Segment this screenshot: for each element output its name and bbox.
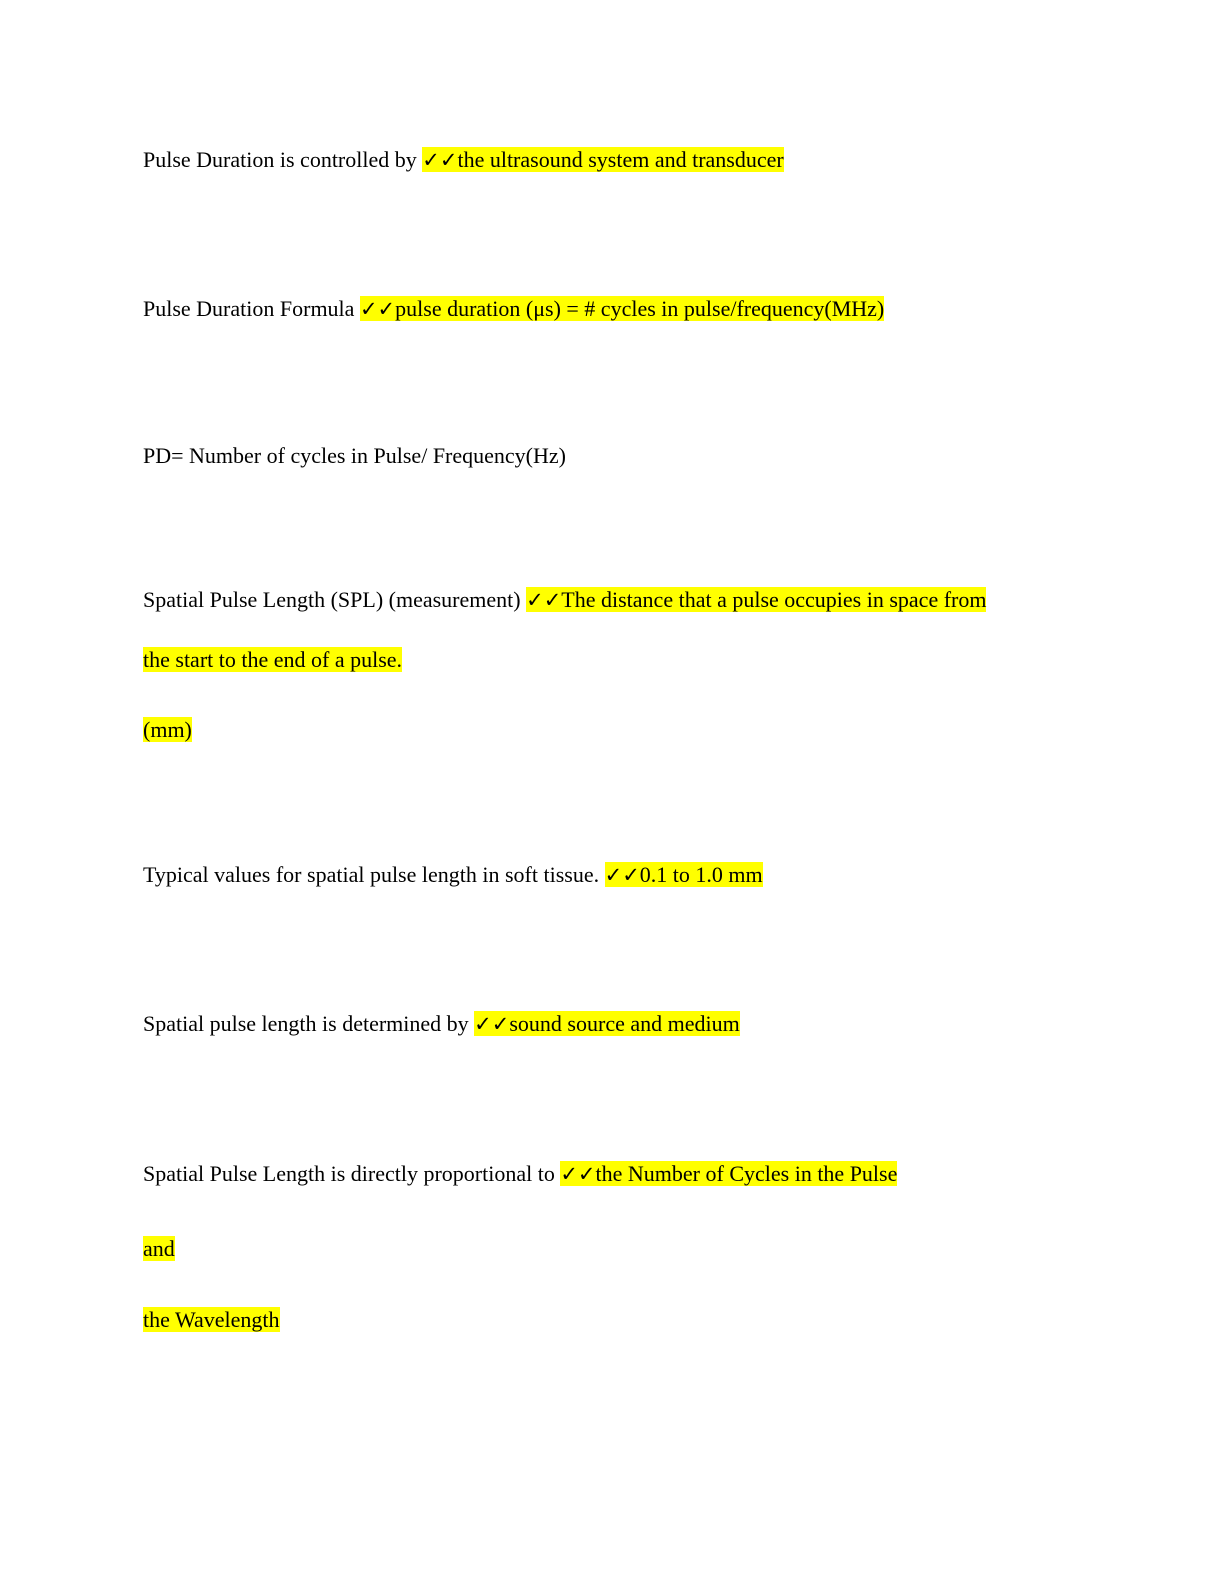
answer-highlight (526, 587, 986, 612)
entry-pulse-duration-formula (143, 292, 884, 326)
entry-typical-spl-values (143, 858, 763, 892)
answer-text: the start to the end of a pulse. (143, 647, 403, 672)
double-check-icon: ✓✓ (474, 1012, 510, 1036)
answer-highlight (560, 1161, 897, 1186)
answer-text: the Wavelength (143, 1307, 280, 1332)
question-text: Spatial Pulse Length is directly proportional to (143, 1161, 561, 1186)
answer-text: the Number of Cycles in the Pulse (595, 1161, 898, 1186)
entry-spl-proportional (143, 1157, 897, 1191)
answer-highlight (474, 1011, 740, 1036)
double-check-icon: ✓✓ (526, 588, 562, 612)
entry-pd-formula (143, 439, 566, 473)
answer-text: the ultrasound system and transducer (457, 147, 784, 172)
entry-spl-proportional-last (143, 1303, 280, 1337)
double-check-icon: ✓✓ (604, 863, 640, 887)
answer-highlight (422, 147, 783, 172)
entry-spatial-pulse-length-unit (143, 713, 192, 747)
double-check-icon: ✓✓ (359, 297, 396, 321)
entry-spl-determined-by (143, 1007, 740, 1041)
answer-text: pulse duration (μs) = # cycles in pulse/frequency(MHz) (395, 296, 885, 321)
double-check-icon: ✓✓ (560, 1162, 596, 1186)
answer-text: and (143, 1236, 175, 1261)
answer-text: The distance that a pulse occupies in space from (561, 587, 987, 612)
question-text: Spatial Pulse Length (SPL) (measurement) (143, 587, 527, 612)
entry-pulse-duration-control (143, 143, 784, 177)
answer-unit: (mm) (143, 717, 192, 742)
entry-spl-proportional-and (143, 1232, 175, 1266)
entry-spatial-pulse-length-cont (143, 643, 402, 677)
answer-highlight (605, 862, 763, 887)
answer-highlight (360, 296, 884, 321)
question-text: Typical values for spatial pulse length in soft tissue. (143, 862, 605, 887)
question-text: Pulse Duration is controlled by (143, 147, 423, 172)
answer-text: 0.1 to 1.0 mm (639, 862, 763, 887)
question-text: Spatial pulse length is determined by (143, 1011, 475, 1036)
answer-text: sound source and medium (509, 1011, 740, 1036)
formula-text: PD= Number of cycles in Pulse/ Frequency(Hz) (143, 443, 566, 468)
question-text: Pulse Duration Formula (143, 296, 360, 321)
entry-spatial-pulse-length (143, 583, 986, 617)
double-check-icon: ✓✓ (422, 148, 458, 172)
